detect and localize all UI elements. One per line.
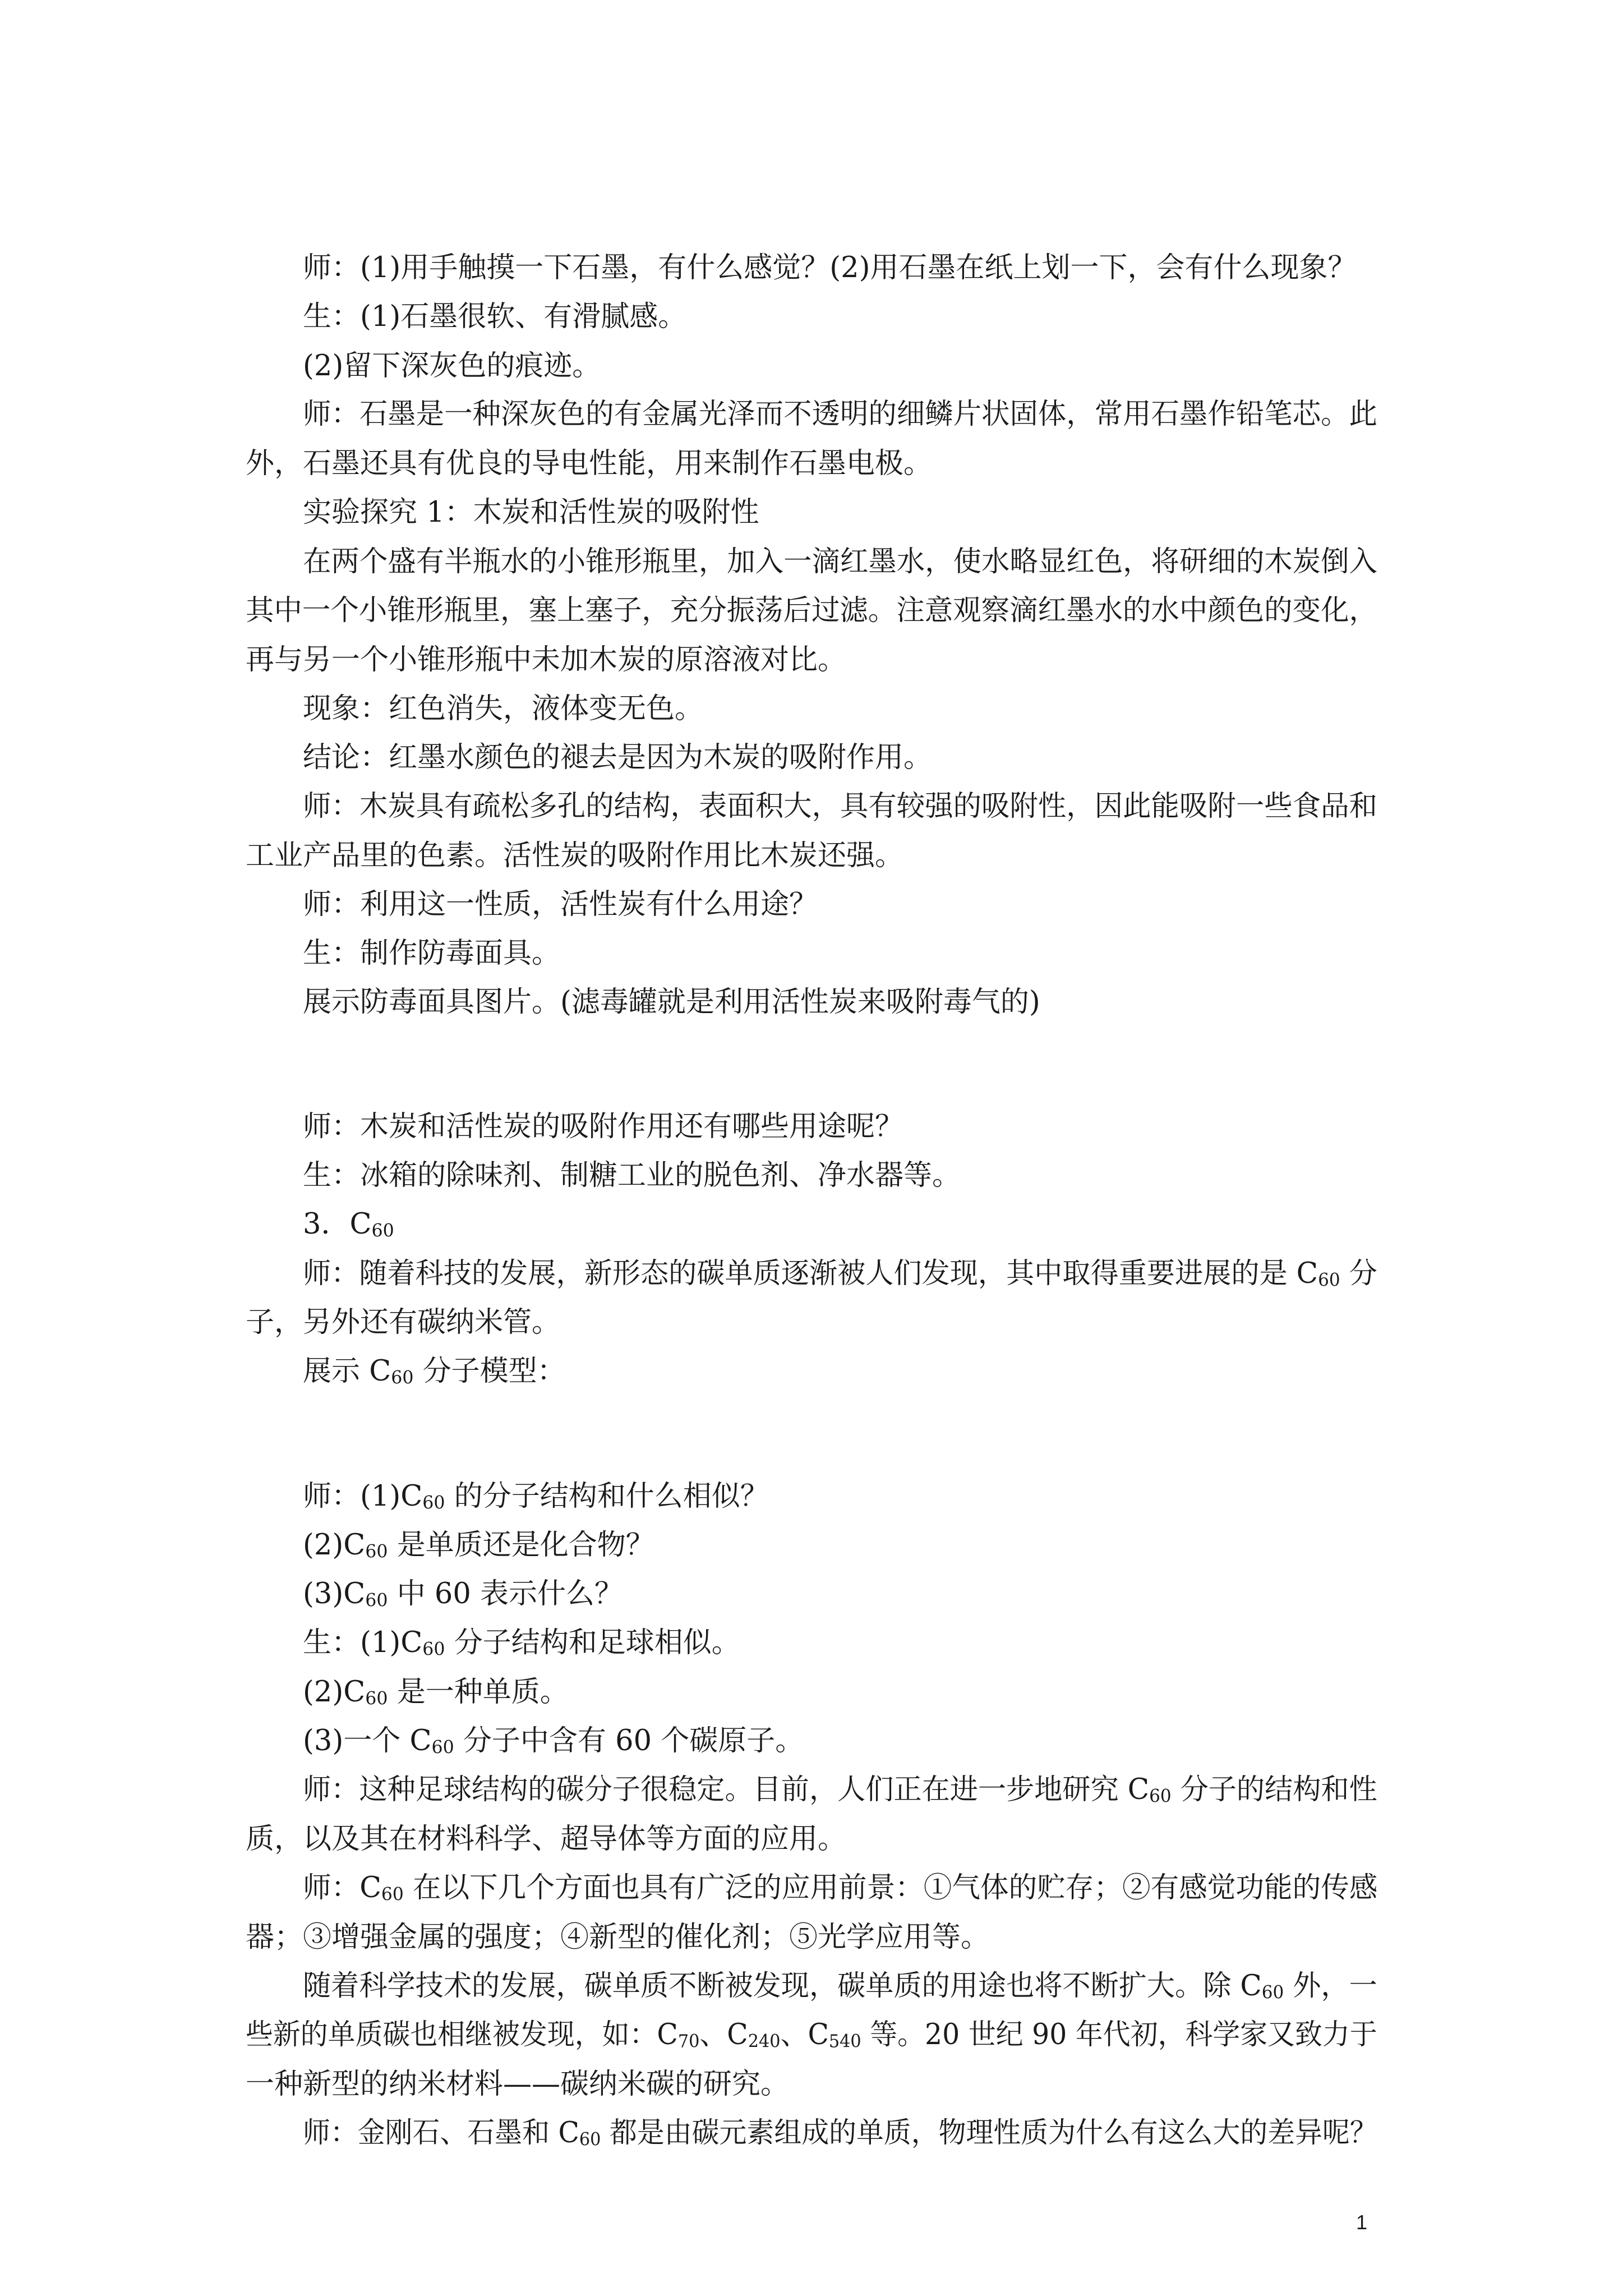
text-line — [303, 792, 1377, 821]
text-run: 实验探究 1：木炭和活性炭的吸附性 — [303, 496, 759, 529]
page-number: 1 — [1356, 2211, 1368, 2234]
text-line — [303, 1482, 769, 1512]
text-line — [303, 1724, 804, 1758]
text-run: (3)一个 C — [303, 1724, 432, 1757]
text-run: 分子的结构和性 — [1171, 1773, 1377, 1806]
text-line — [246, 596, 1377, 625]
text-line — [303, 1577, 624, 1611]
text-run: 结论：红墨水颜色的褪去是因为木炭的吸附作用。 — [303, 741, 933, 774]
text-line — [246, 1308, 560, 1337]
text-run: 外，石墨还具有优良的导电性能，用来制作石墨电极。 — [246, 447, 933, 480]
text-run: 器；③增强金属的强度；④新型的催化剂；⑤光学应用等。 — [246, 1921, 990, 1954]
text-line — [303, 2116, 1377, 2150]
subscript: 60 — [365, 1542, 388, 1562]
text-run: (3)C — [303, 1577, 366, 1611]
text-run: 师：C — [303, 1871, 381, 1904]
text-run: 质，以及其在材料科学、超导体等方面的应用。 — [246, 1823, 847, 1856]
text-line — [303, 349, 601, 383]
text-run: 、C — [699, 2018, 748, 2051]
text-run: 分子中含有 60 个碳原子。 — [454, 1724, 804, 1757]
text-line — [303, 1678, 569, 1708]
text-run: 生：(1)C — [303, 1626, 423, 1659]
subscript: 60 — [365, 1688, 388, 1709]
text-run: 的分子结构和什么相似？ — [445, 1480, 769, 1513]
text-line — [303, 1972, 1377, 2002]
text-run: 些新的单质碳也相继被发现，如：C — [246, 2018, 678, 2051]
subscript: 60 — [1149, 1786, 1172, 1807]
subscript: 60 — [431, 1737, 454, 1758]
text-run: 是一种单质。 — [388, 1676, 569, 1709]
subscript: 60 — [1318, 1270, 1340, 1291]
text-line — [303, 1259, 1377, 1290]
text-run: (2)C — [303, 1676, 366, 1709]
text-run: 师：金刚石、石墨和 C — [303, 2116, 579, 2150]
text-run: 师：随着科技的发展，新形态的碳单质逐渐被人们发现，其中取得重要进展的是 C — [303, 1257, 1318, 1290]
text-line — [303, 986, 1040, 1019]
text-line — [303, 1210, 394, 1240]
text-run: 分子结构和足球相似。 — [445, 1626, 740, 1659]
text-run: 师：(1)用手触摸一下石墨，有什么感觉？(2)用石墨在纸上划一下，会有什么现象？ — [303, 251, 1357, 284]
text-line — [303, 1112, 903, 1141]
text-run: 师：(1)C — [303, 1480, 423, 1513]
text-line — [303, 1531, 654, 1561]
text-run: 是单质还是化合物？ — [388, 1529, 654, 1562]
text-run: 都是由碳元素组成的单质，物理性质为什么有这么大的差异呢？ — [601, 2116, 1377, 2150]
text-run: 中 60 表示什么？ — [388, 1577, 624, 1611]
text-line — [303, 1161, 961, 1190]
text-line — [303, 890, 818, 919]
text-line — [303, 498, 759, 527]
subscript: 540 — [828, 2031, 861, 2052]
text-line — [303, 400, 1377, 429]
subscript: 60 — [365, 1590, 388, 1611]
text-line — [246, 1923, 989, 1952]
text-line — [303, 302, 686, 331]
text-line — [246, 643, 847, 677]
subscript: 60 — [391, 1368, 414, 1388]
text-run: 师：石墨是一种深灰色的有金属光泽而不透明的细鳞片状固体，常用石墨作铅笔芯。此 — [303, 398, 1377, 431]
text-line — [303, 694, 703, 723]
text-line — [246, 449, 932, 478]
text-run: 再与另一个小锥形瓶中未加木炭的原溶液对比。 — [246, 643, 847, 677]
text-run: 随着科学技术的发展，碳单质不断被发现，碳单质的用途也将不断扩大。除 C — [303, 1970, 1262, 2003]
text-run: 在两个盛有半瓶水的小锥形瓶里，加入一滴红墨水，使水略显红色，将研细的木炭倒入 — [303, 545, 1377, 578]
subscript: 60 — [579, 2129, 601, 2150]
text-line — [246, 1823, 847, 1856]
text-run: 等。20 世纪 90 年代初，科学家又致力于 — [861, 2018, 1377, 2051]
text-run: 展示 C — [303, 1355, 391, 1388]
text-line — [303, 1871, 1378, 1905]
text-run: 师：木炭和活性炭的吸附作用还有哪些用途呢？ — [303, 1110, 904, 1143]
text-run: (2)留下深灰色的痕迹。 — [303, 349, 601, 383]
subscript: 240 — [748, 2031, 781, 2052]
text-line — [303, 251, 1357, 284]
text-run: 、C — [780, 2018, 829, 2051]
text-run: 子，另外还有碳纳米管。 — [246, 1306, 561, 1339]
text-line — [303, 1628, 740, 1659]
text-run: 师：木炭具有疏松多孔的结构，表面积大，具有较强的吸附性，因此能吸附一些食品和 — [303, 790, 1377, 823]
text-line — [303, 743, 932, 772]
text-line — [303, 1357, 566, 1387]
text-run: 一种新型的纳米材料——碳纳米碳的研究。 — [246, 2068, 790, 2101]
text-run: 3．C — [303, 1208, 372, 1241]
text-line — [246, 2018, 1377, 2052]
text-run: 分 — [1340, 1257, 1377, 1290]
text-line — [246, 2070, 789, 2099]
text-line — [303, 939, 560, 968]
text-line — [303, 547, 1377, 576]
text-run: 外，一 — [1284, 1970, 1377, 2003]
text-run: 生：(1)石墨很软、有滑腻感。 — [303, 300, 687, 333]
text-run: 分子模型： — [413, 1355, 566, 1388]
text-run: 在以下几个方面也具有广泛的应用前景：①气体的贮存；②有感觉功能的传感 — [403, 1871, 1378, 1904]
text-line — [246, 841, 903, 870]
text-run: 师：这种足球结构的碳分子很稳定。目前，人们正在进一步地研究 C — [303, 1773, 1150, 1806]
subscript: 60 — [422, 1493, 445, 1513]
text-run: 师：利用这一性质，活性炭有什么用途？ — [303, 888, 818, 921]
subscript: 60 — [381, 1884, 404, 1905]
text-run: 其中一个小锥形瓶里，塞上塞子，充分振荡后过滤。注意观察滴红墨水的水中颜色的变化， — [246, 594, 1377, 627]
text-run: 工业产品里的色素。活性炭的吸附作用比木炭还强。 — [246, 839, 904, 872]
text-run: (2)C — [303, 1529, 366, 1562]
subscript: 70 — [677, 2031, 700, 2052]
subscript: 60 — [371, 1221, 394, 1241]
text-run: 生：冰箱的除味剂、制糖工业的脱色剂、净水器等。 — [303, 1159, 961, 1192]
subscript: 60 — [422, 1639, 445, 1660]
text-run: 生：制作防毒面具。 — [303, 937, 561, 970]
subscript: 60 — [1261, 1982, 1284, 2003]
text-run: 展示防毒面具图片。(滤毒罐就是利用活性炭来吸附毒气的) — [303, 986, 1040, 1019]
text-line — [303, 1775, 1377, 1806]
text-run: 现象：红色消失，液体变无色。 — [303, 692, 704, 725]
